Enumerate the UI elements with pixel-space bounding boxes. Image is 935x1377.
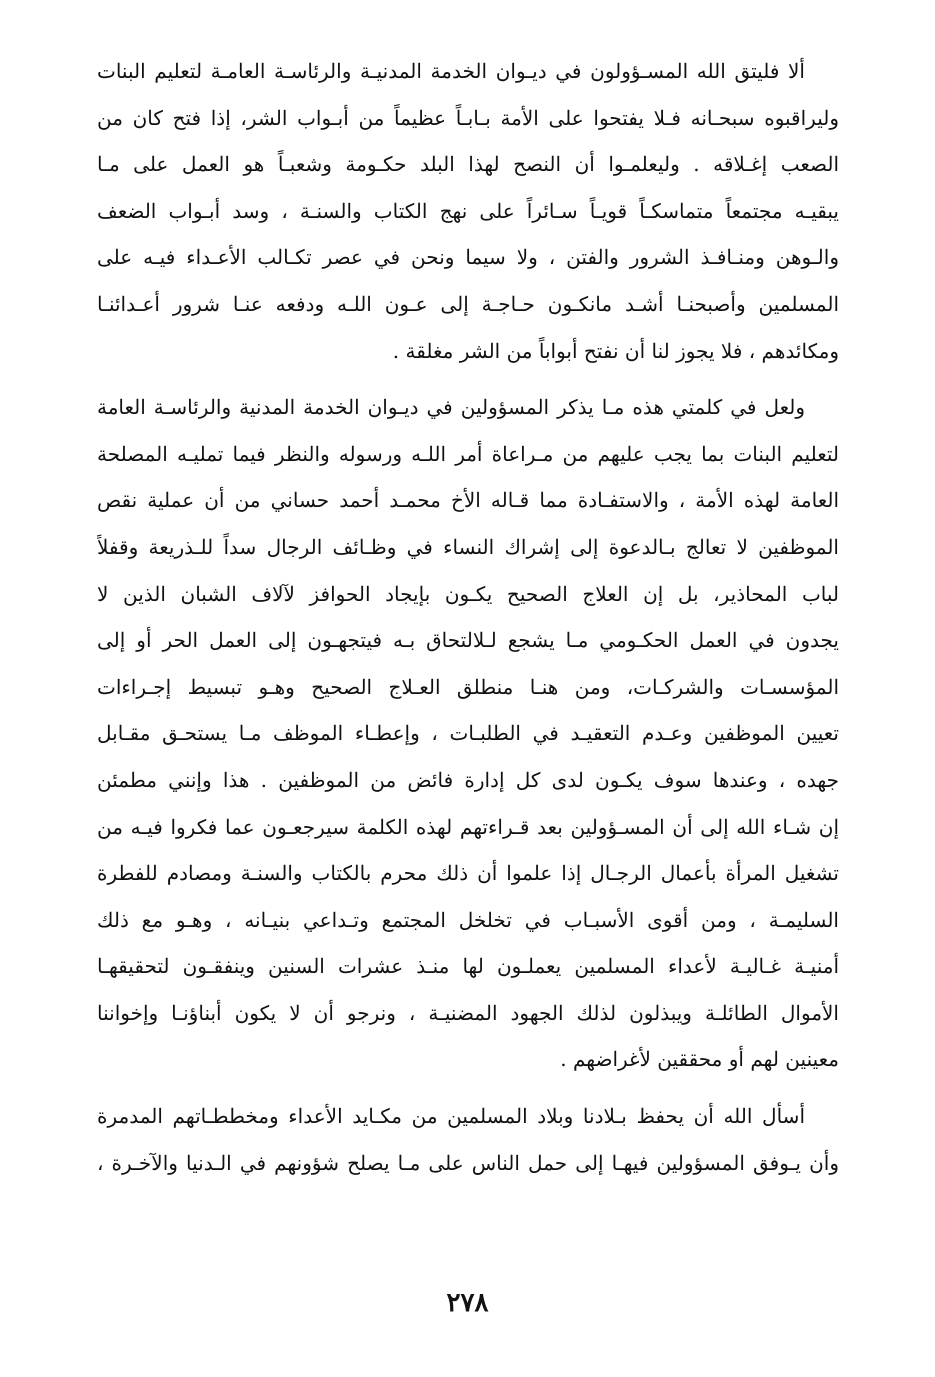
text-line: ومكائدهم ، فلا يجوز لنا أن نفتح أبواباً من الشر مغلقة . [392, 338, 839, 363]
paragraph-2 [97, 384, 839, 1083]
paragraph-gap [97, 1083, 839, 1093]
text-line: الموظفين لا تعالج بـالدعوة إلى إشراك النساء في وظـائف الرجال سداً للـذريعة وقفلاً [97, 534, 839, 559]
paragraph-gap [97, 374, 839, 384]
text-line: لباب المحاذير، بل إن العلاج الصحيح يكـون بإيجاد الحوافز لآلاف الشبان الذين لا [97, 581, 839, 606]
text-line: السليمـة ، ومن أقوى الأسبـاب في تخلخل المجتمع وتـداعي بنيـانه ، وهـو مع ذلك [97, 907, 839, 932]
text-line: يجدون في العمل الحكـومي مـا يشجع لـلالتحاق بـه فيتجهـون إلى العمل الحر أو إلى [97, 628, 839, 653]
text-line: وأن يـوفق المسؤولين فيهـا إلى حمل الناس على مـا يصلح شؤونهم في الـدنيا والآخـرة ، [97, 1150, 839, 1175]
text-line: المؤسسـات والشركـات، ومن هنـا منطلق العـلاج الصحيح وهـو تبسيط إجـراءات [97, 674, 839, 699]
text-line: العامة لهذه الأمة ، والاستفـادة مما قـاله الأخ محمـد أحمد حساني من أن عملية نقص [97, 488, 839, 513]
text-line: أمنيـة غـاليـة لأعداء المسلمين يعملـون لها منـذ عشرات السنين وينفقـون لتحقيقهـا [97, 954, 839, 979]
text-line: يبقيـه مجتمعاً متماسكـاً قويـاً سـائراً على نهج الكتاب والسنـة ، وسد أبـواب الضعف [97, 198, 839, 223]
body-text [97, 48, 839, 1186]
text-line: ألا فليتق الله المسـؤولون في ديـوان الخدمة المدنيـة والرئاسـة العامـة لتعليم البنات [97, 59, 805, 83]
text-line: والـوهن ومنـافـذ الشرور والفتن ، ولا سيما ونحن في عصر تكـالب الأعـداء فيـه على [97, 245, 839, 270]
text-line: لتعليم البنات بما يجب عليهم من مـراعاة أمر اللـه ورسوله والنظر فيما تمليـه المصلحة [97, 441, 839, 466]
text-line: المسلمين وأصبحنـا أشـد مانكـون حـاجـة إلى عـون اللـه ودفعه عنـا شرور أعـدائنـا [97, 291, 839, 316]
text-line: تشغيل المرأة بأعمال الرجـال إذا علموا أن ذلك محرم بالكتاب والسنـة ومصادم للفطرة [97, 861, 839, 886]
text-line: ولعل في كلمتي هذه مـا يذكر المسؤولين في ديـوان الخدمة المدنية والرئاسـة العامة [97, 395, 805, 420]
text-line: الأموال الطائلـة ويبذلون لذلك الجهود المضنيـة ، ونرجو أن لا يكون أبناؤنـا وإخواننا [97, 1000, 839, 1025]
text-line: معينين لهم أو محققين لأغراضهم . [560, 1047, 839, 1072]
paragraph-3 [97, 1093, 839, 1186]
text-line: جهده ، وعندها سوف يكـون لدى كل إدارة فائض من الموظفين . هذا وإنني مطمئن [97, 767, 839, 792]
text-line: إن شـاء الله إلى أن المسـؤولين بعد قـراءتهم لهذه الكلمة سيرجعـون عما فكروا فيـه من [97, 814, 839, 839]
text-line: أسأل الله أن يحفظ بـلادنا وبلاد المسلمين من مكـايد الأعداء ومخططـاتهم المدمرة [97, 1104, 805, 1129]
text-line: وليراقبوه سبحـانه فـلا يفتحوا على الأمة بـابـاً عظيماً من أبـواب الشر، إذا فتح كان من [97, 105, 839, 130]
text-line: الصعب إغـلاقه . وليعلمـوا أن النصح لهذا البلد حكـومة وشعبـاً هو العمل على مـا [97, 152, 839, 177]
text-line: تعيين الموظفين وعـدم التعقيـد في الطلبـات ، وإعطـاء الموظف مـا يستحـق مقـابل [97, 721, 839, 746]
page-number: ٢٧٨ [446, 1288, 489, 1318]
paragraph-1 [97, 48, 839, 374]
